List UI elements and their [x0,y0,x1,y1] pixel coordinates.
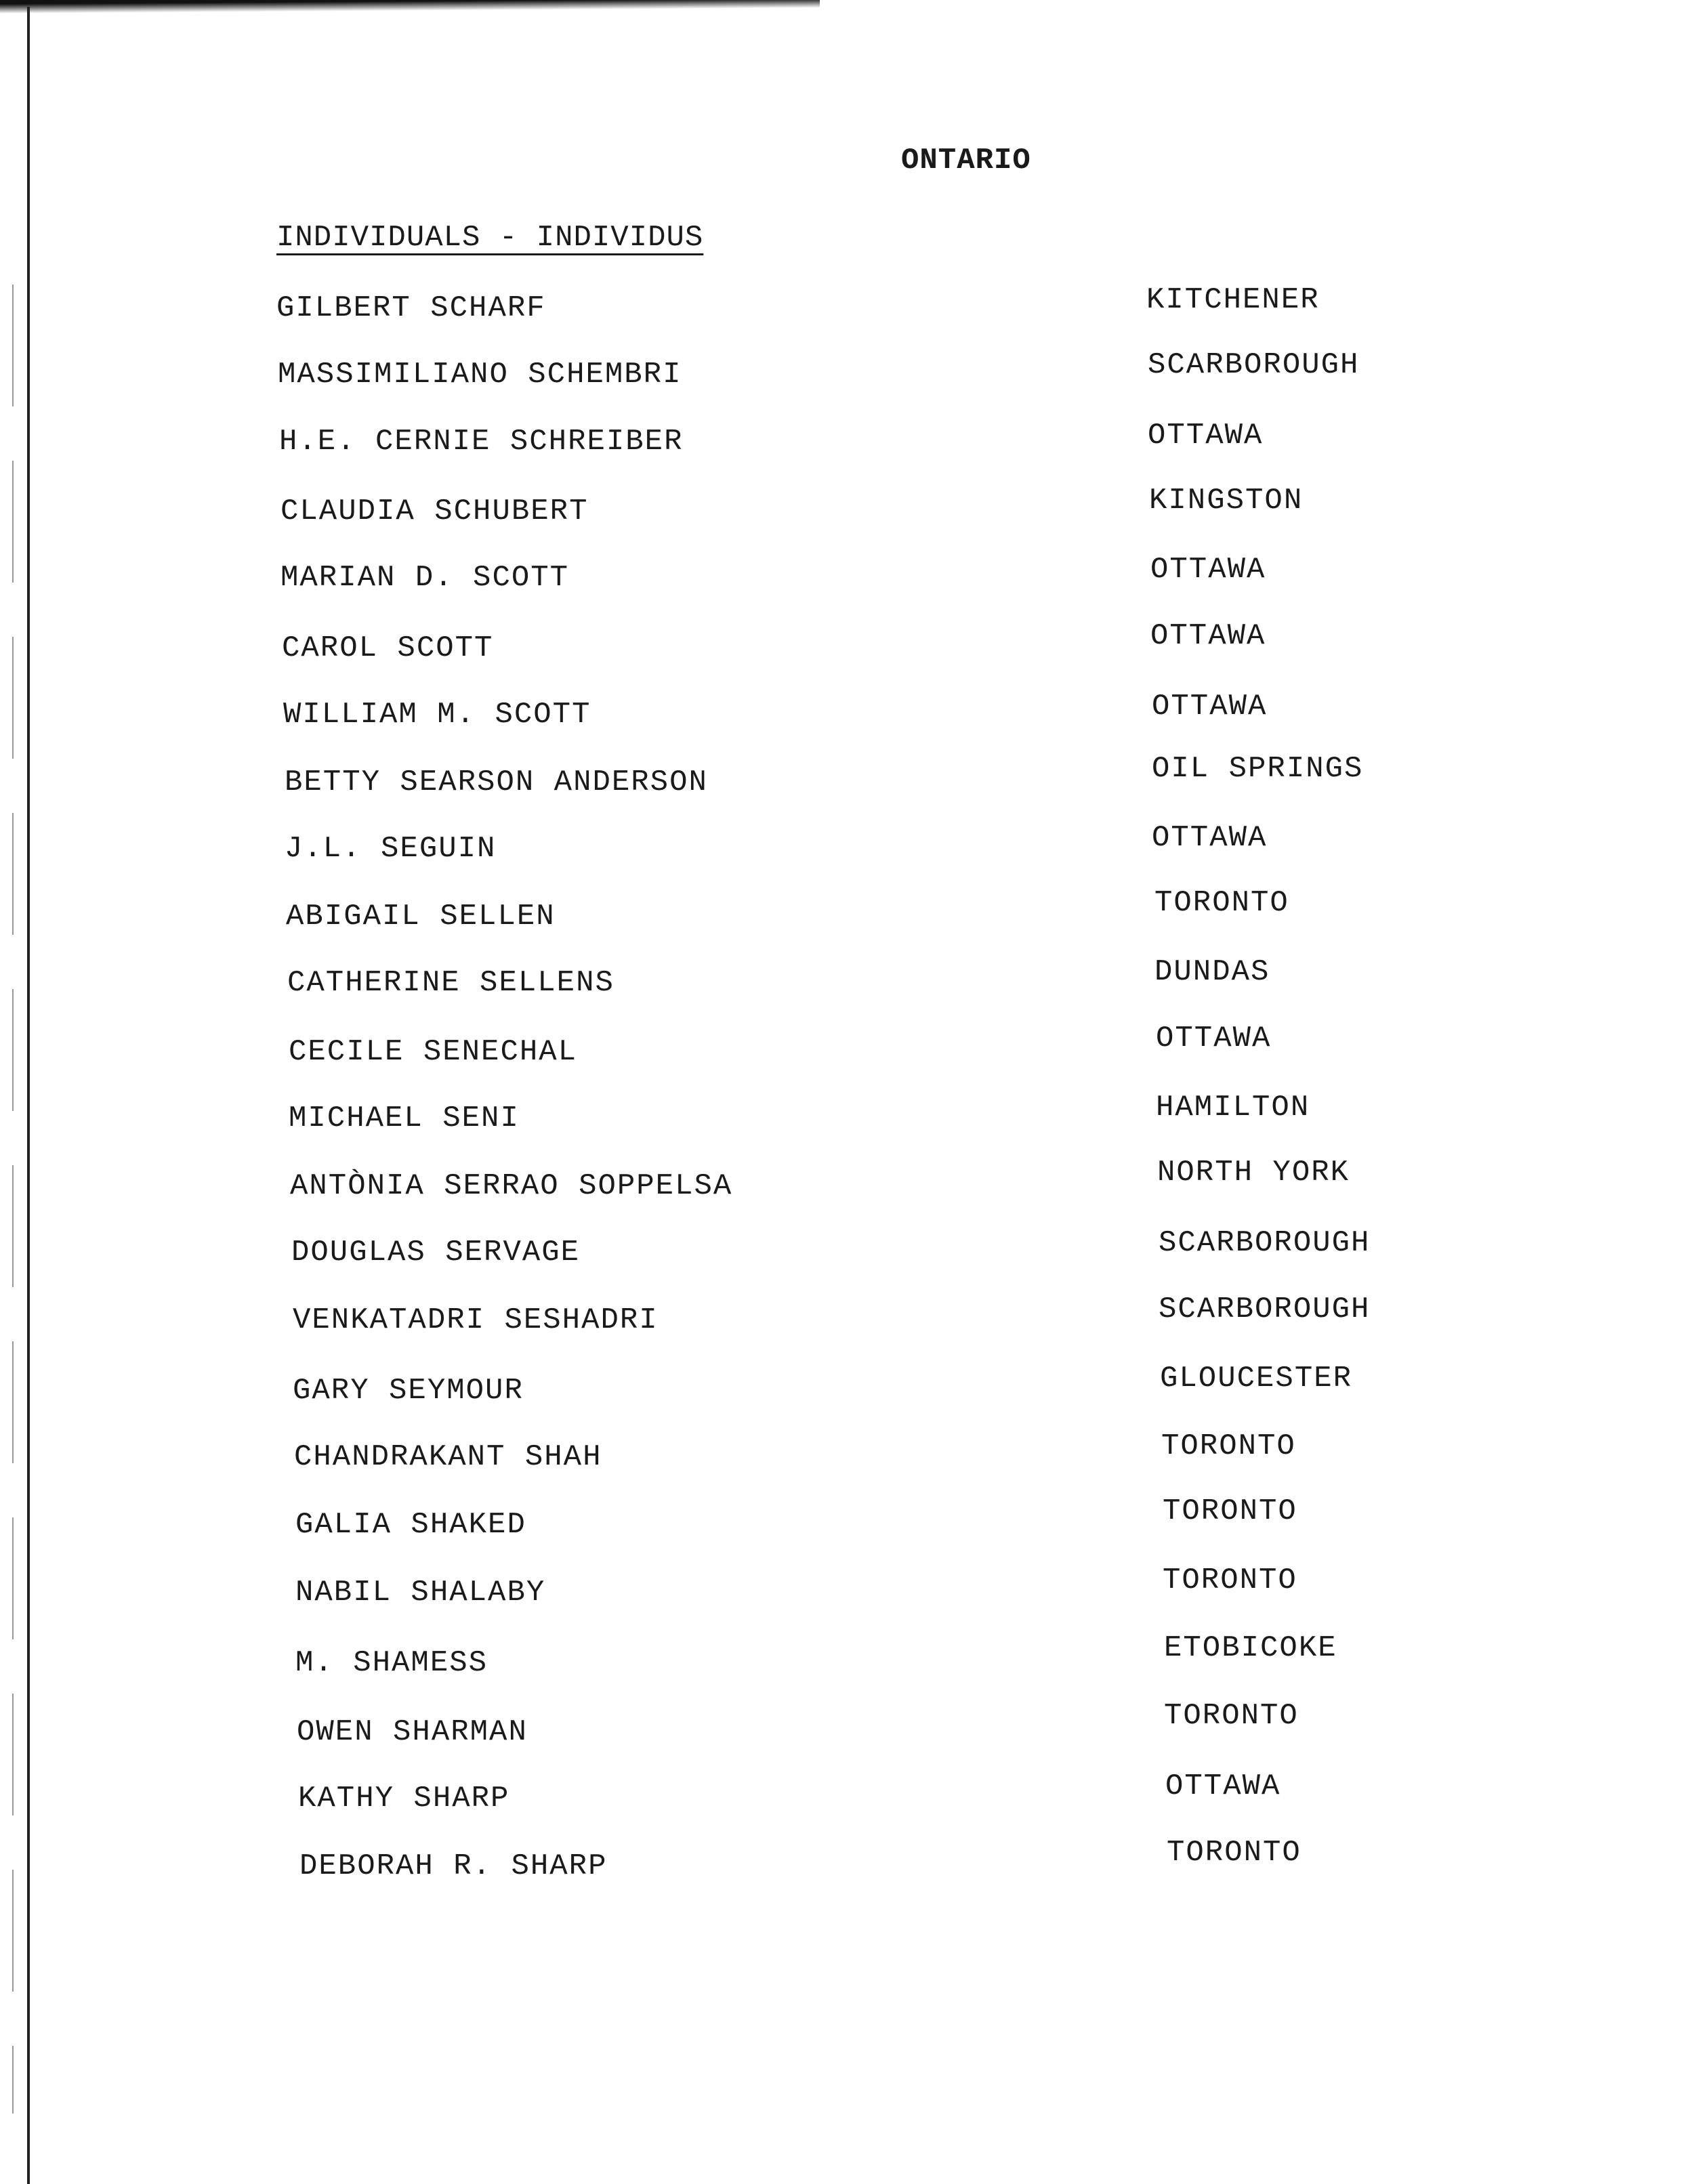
entry-name: VENKATADRI SESHADRI [293,1303,659,1337]
entry-city: OTTAWA [1152,821,1268,855]
entry-city: OTTAWA [1150,553,1266,587]
entry-city: OTTAWA [1152,690,1268,723]
entry-name: WILLIAM M. SCOTT [283,698,591,732]
entry-city: TORONTO [1163,1494,1297,1528]
scan-binding-line [27,7,30,2184]
entry-city: SCARBOROUGH [1159,1293,1371,1326]
entry-name: ANTÒNIA SERRAO SOPPELSA [290,1169,733,1203]
entry-city: OTTAWA [1150,619,1266,653]
entry-city: KITCHENER [1146,283,1320,317]
entry-city: TORONTO [1154,886,1289,920]
entry-city: NORTH YORK [1157,1156,1350,1190]
entry-name: GARY SEYMOUR [293,1374,524,1408]
entry-city: HAMILTON [1156,1091,1310,1125]
section-title: INDIVIDUALS - INDIVIDUS [276,221,704,255]
entry-name: CHANDRAKANT SHAH [294,1440,602,1474]
scan-edge-top [0,0,820,14]
entry-name: CECILE SENECHAL [289,1035,578,1069]
entry-city: DUNDAS [1154,955,1270,989]
entry-name: M. SHAMESS [295,1646,488,1680]
entry-city: TORONTO [1161,1429,1296,1463]
entry-name: OWEN SHARMAN [297,1715,528,1749]
entry-city: OTTAWA [1165,1769,1281,1803]
entry-city: OIL SPRINGS [1152,752,1364,786]
entry-city: TORONTO [1163,1563,1297,1597]
entry-name: MARIAN D. SCOTT [280,561,570,595]
entry-name: GALIA SHAKED [295,1508,526,1542]
entry-name: CATHERINE SELLENS [287,966,615,1000]
entry-name: ABIGAIL SELLEN [286,900,556,933]
page-heading: ONTARIO [901,144,1031,177]
entry-name: DOUGLAS SERVAGE [291,1236,581,1269]
entry-city: SCARBOROUGH [1159,1226,1371,1260]
entry-name: MASSIMILIANO SCHEMBRI [278,358,682,392]
entry-name: J.L. SEGUIN [285,832,497,866]
entry-name: NABIL SHALABY [295,1576,546,1610]
entry-city: KINGSTON [1149,484,1304,518]
entry-name: CAROL SCOTT [282,631,494,665]
entry-city: TORONTO [1164,1699,1299,1733]
entry-name: MICHAEL SENI [289,1101,520,1135]
entry-name: H.E. CERNIE SCHREIBER [279,425,684,459]
entry-city: OTTAWA [1148,419,1264,453]
entry-city: GLOUCESTER [1160,1362,1353,1395]
entry-name: KATHY SHARP [298,1782,510,1815]
entry-city: OTTAWA [1156,1022,1272,1055]
entry-name: GILBERT SCHARF [276,291,546,325]
scan-binding-shadow [12,285,14,2114]
entry-city: SCARBOROUGH [1148,348,1360,382]
entry-city: ETOBICOKE [1164,1631,1337,1665]
entry-name: CLAUDIA SCHUBERT [280,495,589,528]
entry-name: DEBORAH R. SHARP [299,1849,608,1883]
entry-city: TORONTO [1167,1836,1301,1870]
entry-name: BETTY SEARSON ANDERSON [285,765,708,799]
